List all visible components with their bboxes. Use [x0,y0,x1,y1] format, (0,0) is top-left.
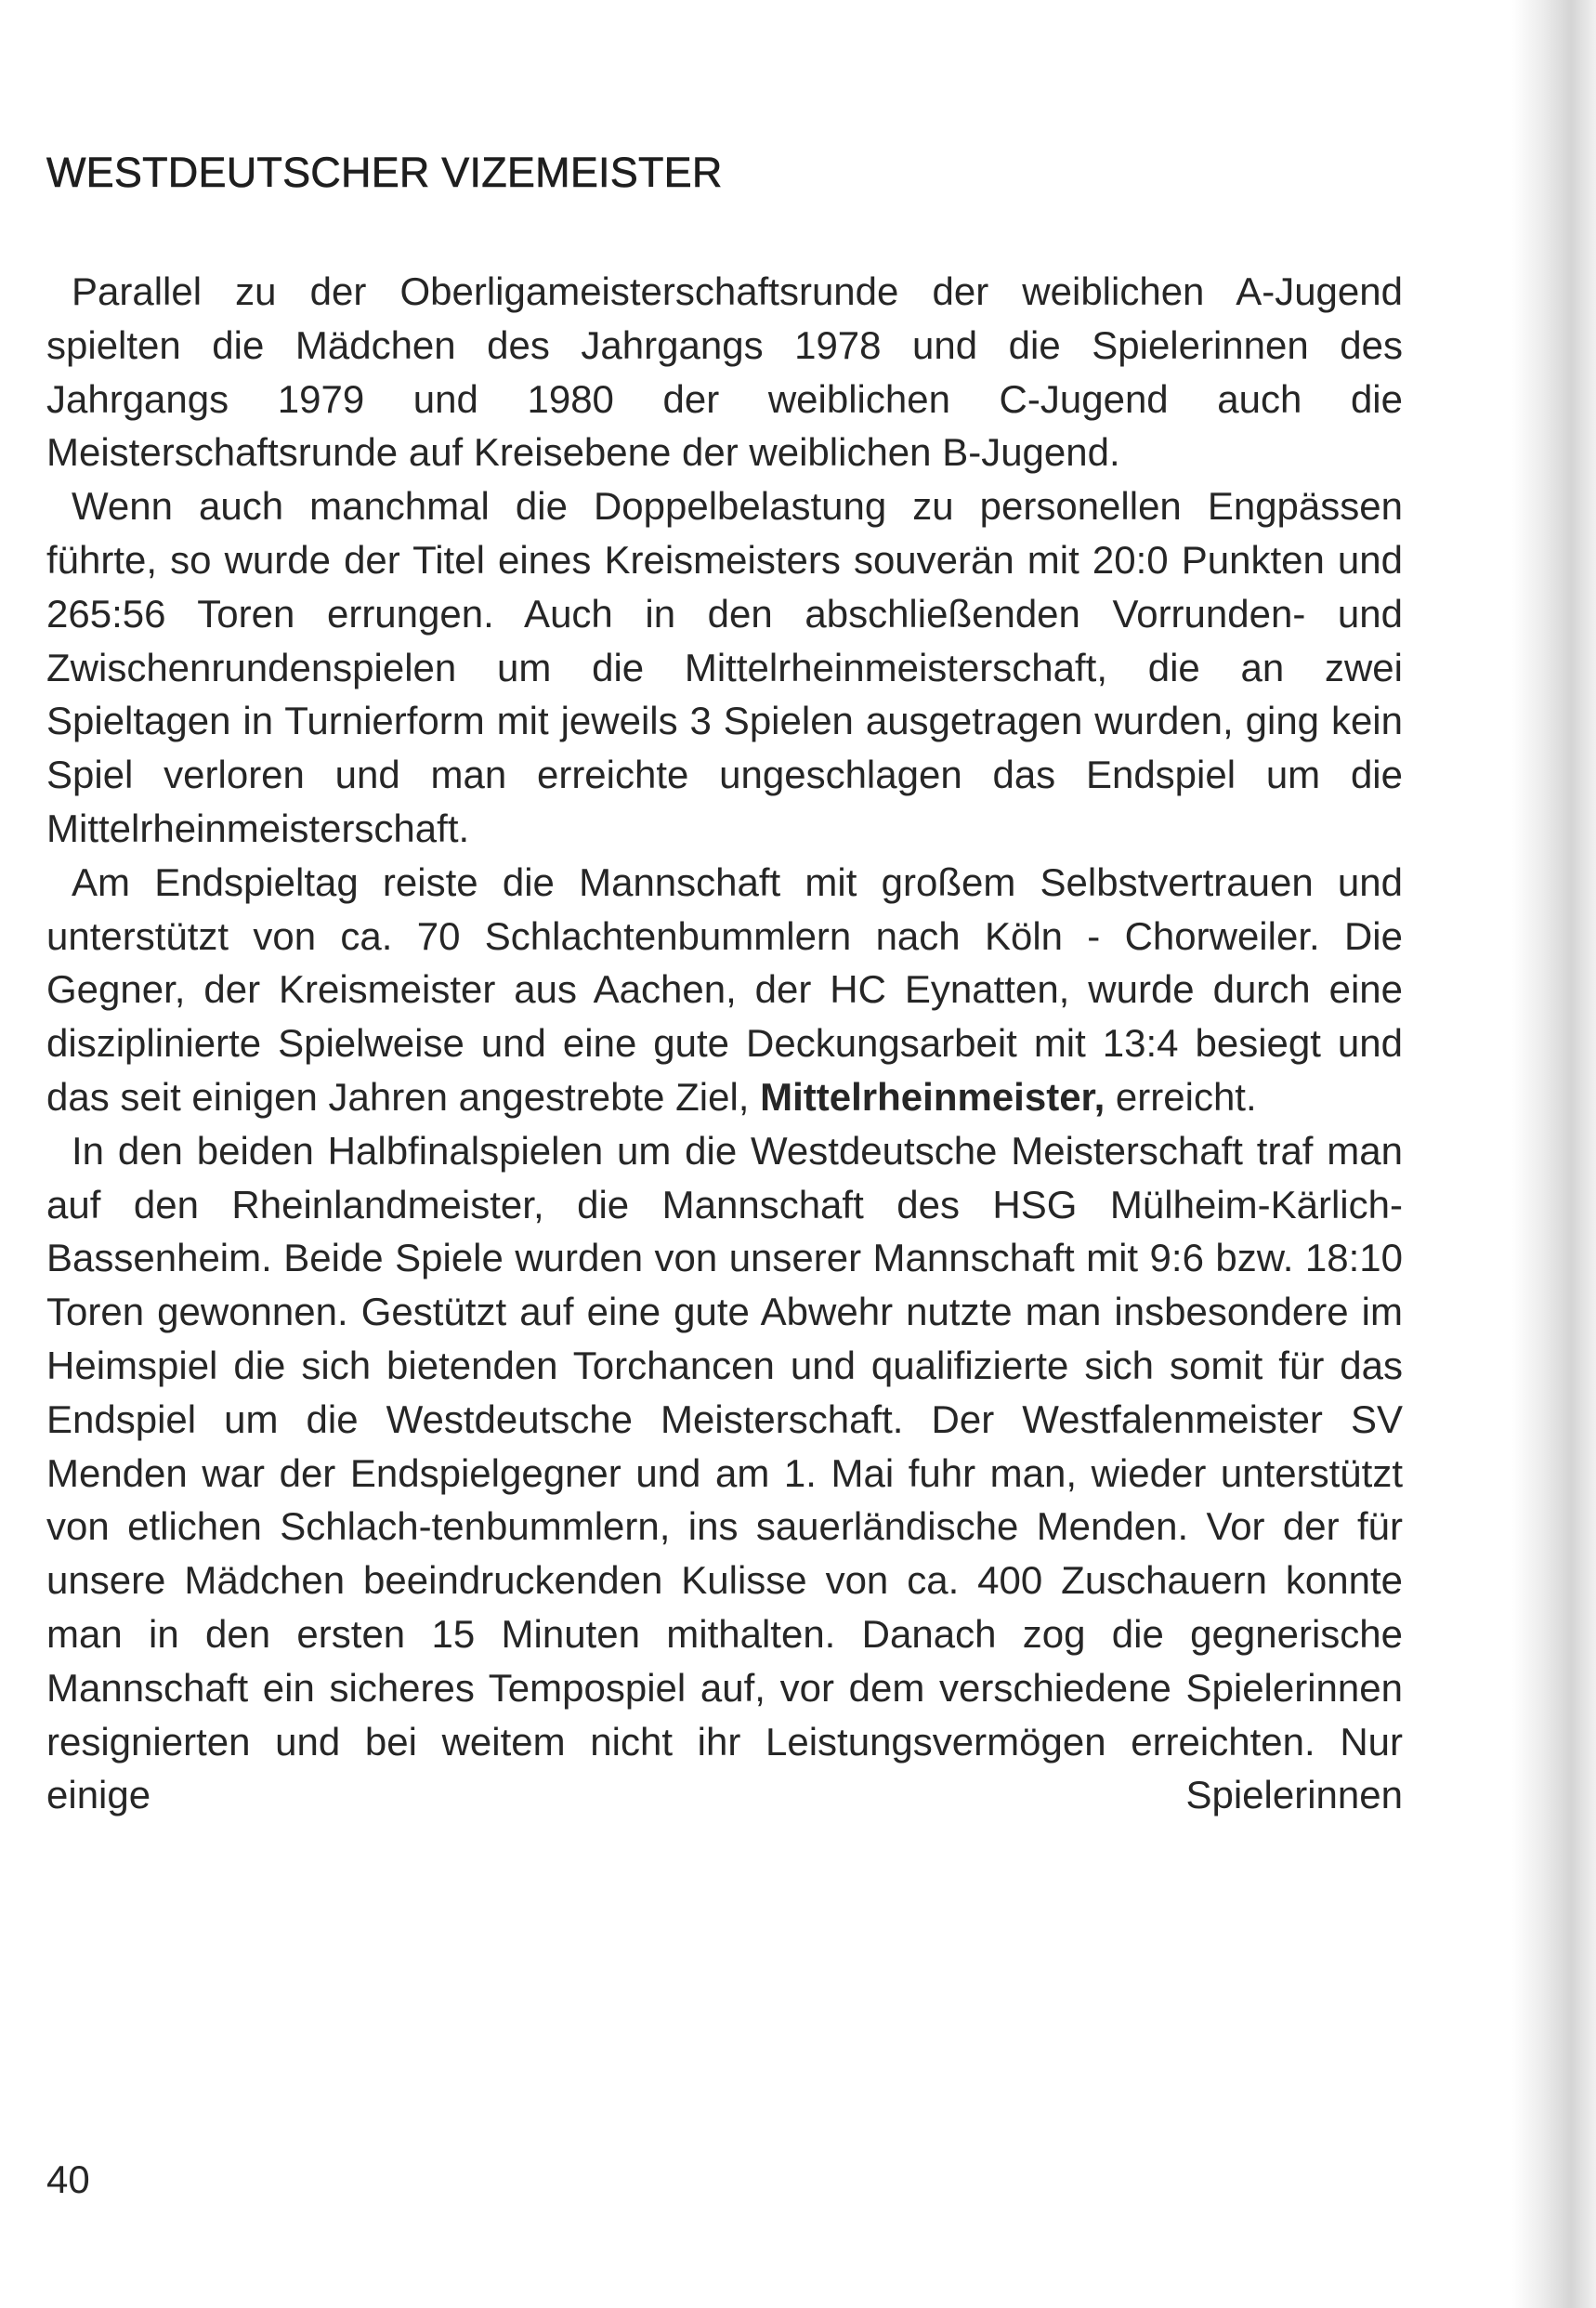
body-text [46,265,1403,1822]
page-gutter-shadow [1512,0,1596,2308]
bold-text: Mittelrheinmeister, [760,1074,1105,1119]
page-heading: WESTDEUTSCHER VIZEMEISTER [46,149,723,196]
paragraph [46,856,1403,1124]
paragraph: Wenn auch manchmal die Doppelbelastung zu personellen Engpässen führte, so wurde der Titel eines Kreismeisters souverän mit 20:0 Punkten und 265:56 Toren errungen. Auch in den abschließenden Vorrunden- und Zwischenrundenspielen um die Mittelrheinmeisterschaft, die an zwei Spieltagen in Turnierform mit jeweils 3 Spielen ausgetragen wurden, ging kein Spiel verloren und man erreichte ungeschlagen das Endspiel um die Mittelrheinmeisterschaft. [46,484,1403,850]
paragraph-text: Am Endspieltag reiste die Mannschaft mit großem Selbstvertrauen und unterstützt von ca. 70 Schlachtenbummlern nach Köln - Chorweiler. Die Gegner, der Kreismeister aus Aachen, der HC Eynatten, wurde durch eine disziplinierte Spielweise und eine gute Deckungsarbeit mit 13:4 besiegt und das seit einigen Jahren angestrebte Ziel, [46,859,1403,1119]
page-number: 40 [46,2157,90,2201]
paragraph: Parallel zu der Oberligameisterschaftsrunde der weiblichen A-Jugend spielten die Mädchen des Jahrgangs 1978 und die Spielerinnen des Jahrgangs 1979 und 1980 der weiblichen C-Jugend auch die Meisterschaftsrunde auf Kreisebene der weiblichen B-Jugend. [46,269,1403,475]
paragraph: In den beiden Halbfinalspielen um die Westdeutsche Meisterschaft traf man auf den Rheinlandmeister, die Mannschaft des HSG Mülheim-Kärlich-Bassenheim. Beide Spiele wurden von unserer Mannschaft mit 9:6 bzw. 18:10 Toren gewonnen. Gestützt auf eine gute Abwehr nutzte man insbesondere im Heimspiel die sich bietenden Torchancen und qualifizierte sich somit für das Endspiel um die Westdeutsche Meisterschaft. Der Westfalenmeister SV Menden war der Endspielgegner und am 1. Mai fuhr man, wieder unterstützt von etlichen Schlach-tenbummlern, ins sauerländische Menden. Vor der für unsere Mädchen beeindruckenden Kulisse von ca. 400 Zuschauern konnte man in den ersten 15 Minuten mithalten. Danach zog die gegnerische Mannschaft ein sicheres Tempospiel auf, vor dem verschiedene Spielerinnen resignierten und bei weitem nicht ihr Leistungsvermögen erreichten. Nur einige Spielerinnen [46,1128,1403,1817]
paragraph-text: erreicht. [1105,1074,1257,1119]
